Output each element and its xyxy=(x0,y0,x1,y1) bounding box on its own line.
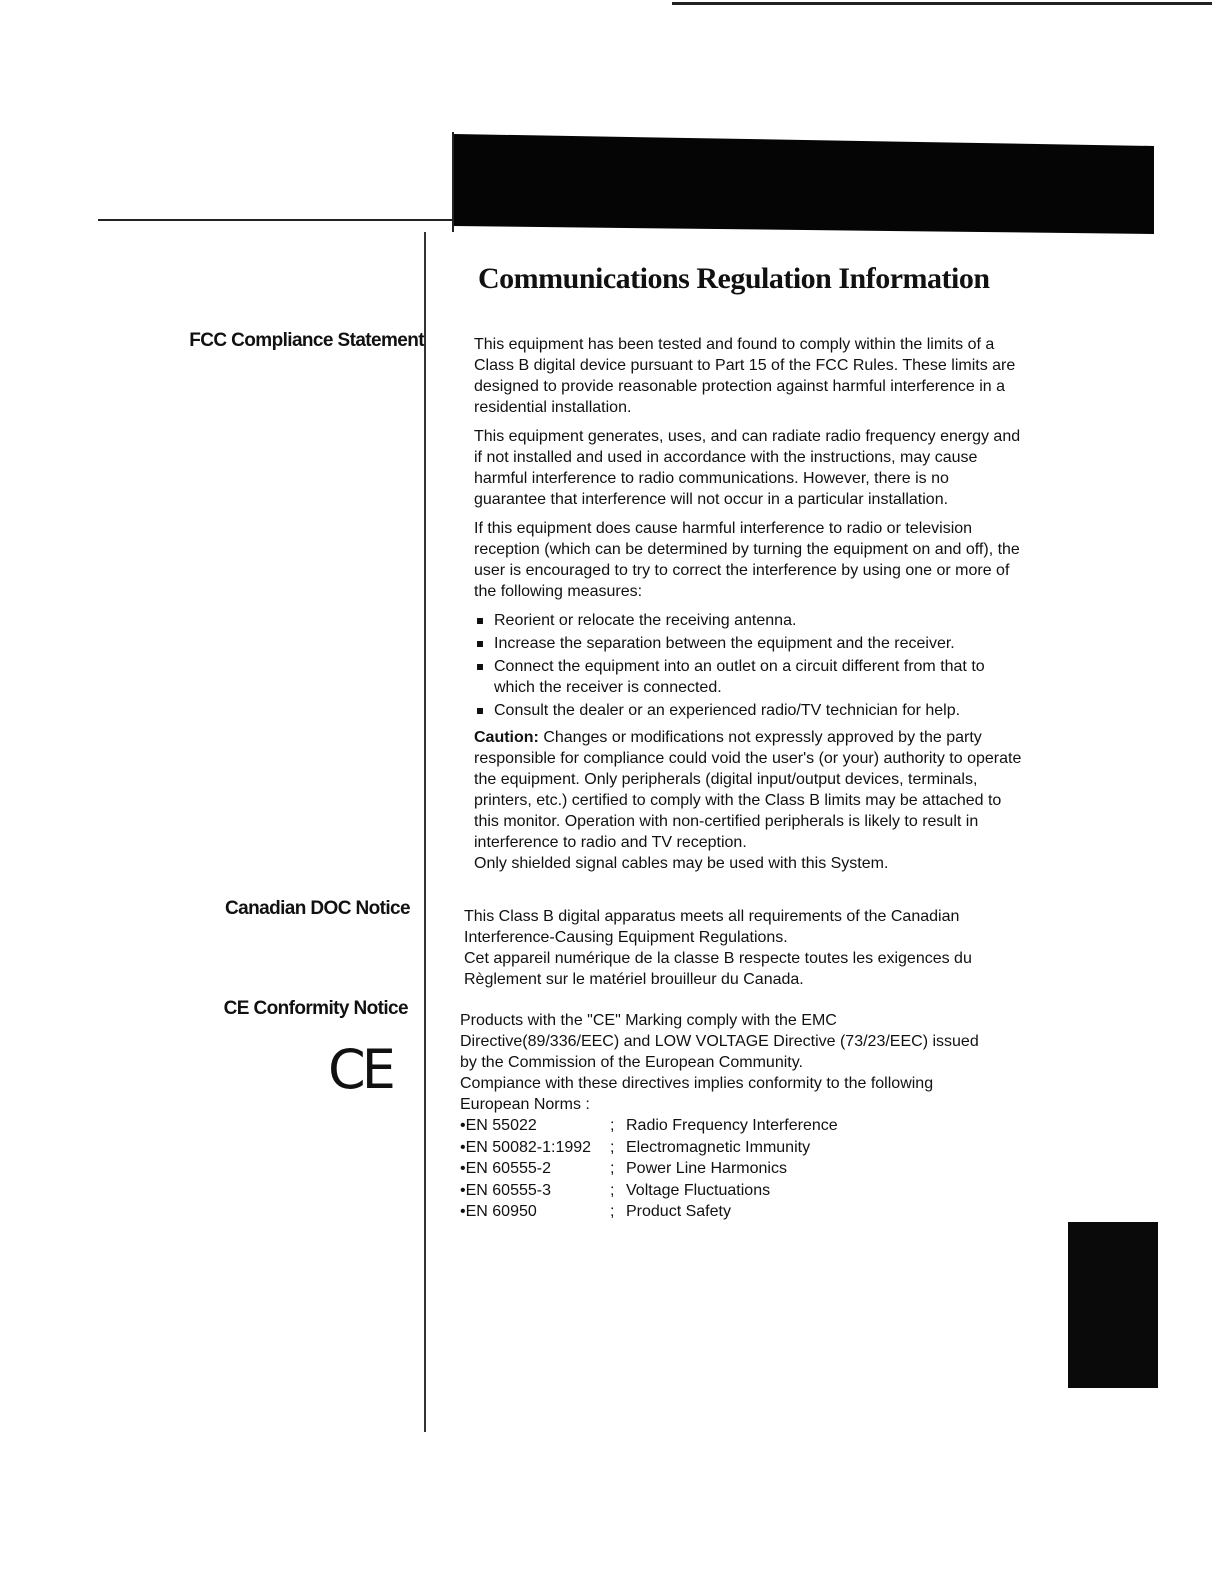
list-item xyxy=(460,1201,1000,1223)
norm-code: • EN 60950 xyxy=(460,1201,610,1223)
list-item: Reorient or relocate the receiving antenna. xyxy=(474,610,1022,631)
column-divider-rule xyxy=(424,232,426,1432)
norm-code: • EN 60555-3 xyxy=(460,1180,610,1202)
doc-heading: Canadian DOC Notice xyxy=(225,898,410,919)
fcc-section xyxy=(474,334,1022,882)
doc-section xyxy=(464,906,994,998)
list-item: Consult the dealer or an experienced radio/TV technician for help. xyxy=(474,700,1022,721)
fcc-paragraph: This equipment has been tested and found to comply within the limits of a Class B digital device pursuant to Part 15 of the FCC Rules. These limits are designed to provide reasonable protection against harmful interference in a residential installation. xyxy=(474,336,1016,416)
norm-description: Electromagnetic Immunity xyxy=(626,1138,811,1156)
norm-description: Voltage Fluctuations xyxy=(626,1181,771,1199)
doc-french: Cet appareil numérique de la classe B respecte toutes les exigences du Règlement sur le matériel brouilleur du Canada. xyxy=(464,950,972,988)
list-item xyxy=(460,1180,1000,1202)
norm-separator: ; xyxy=(610,1181,615,1199)
norm-separator: ; xyxy=(610,1138,615,1156)
norm-description: Radio Frequency Interference xyxy=(626,1117,838,1134)
shielded-note: Only shielded signal cables may be used with this System. xyxy=(474,855,889,872)
section-thumb-tab xyxy=(1068,1222,1158,1388)
norm-code: • EN 60555-2 xyxy=(460,1158,610,1180)
header-black-bar xyxy=(454,134,1154,234)
ce-mark-logo: CE xyxy=(328,1038,392,1101)
norm-description: Power Line Harmonics xyxy=(626,1160,787,1177)
fcc-paragraph: This equipment generates, uses, and can radiate radio frequency energy and if not installed and used in accordance with the instructions, may cause harmful interference to radio communications. However, there is no guarantee that interference will not occur in a particular installation. xyxy=(474,428,1021,508)
header-vertical-rule xyxy=(452,132,454,232)
ce-heading: CE Conformity Notice xyxy=(223,998,408,1019)
caution-text: Changes or modifications not expressly approved by the party responsible for compliance could void the user's (or your) authority to operate the equipment. Only peripherals (digital input/output devices, terminals, printers, etc.) certified to comply with the Class B limits may be attached to this monitor. Operation with non-certified peripherals is likely to result in interference to radio and TV reception. xyxy=(474,729,1022,851)
caution-label: Caution: xyxy=(474,729,539,746)
list-item: Increase the separation between the equipment and the receiver. xyxy=(474,633,1022,654)
norm-separator: ; xyxy=(610,1203,615,1220)
margin-horizontal-rule xyxy=(98,219,454,221)
list-item xyxy=(460,1137,1000,1159)
ce-section xyxy=(460,1010,1000,1223)
norm-separator: ; xyxy=(610,1117,615,1134)
norms-list xyxy=(460,1115,1000,1223)
fcc-paragraph: If this equipment does cause harmful interference to radio or television reception (which can be determined by turning the equipment on and off), the user is encouraged to try to correct the interference by using one or more of the following measures: xyxy=(474,520,1020,600)
list-item xyxy=(460,1158,1000,1180)
norm-code: • EN 55022 xyxy=(460,1115,610,1137)
measures-list xyxy=(474,610,1022,721)
caution-paragraph xyxy=(474,727,1022,853)
ce-intro: Products with the "CE" Marking comply with the EMC Directive(89/336/EEC) and LOW VOLTAGE Directive (73/23/EEC) issued by the Commission of the European Community. xyxy=(460,1012,979,1071)
norm-separator: ; xyxy=(610,1160,615,1177)
doc-english: This Class B digital apparatus meets all requirements of the Canadian Interference-Causing Equipment Regulations. xyxy=(464,908,960,946)
list-item: Connect the equipment into an outlet on a circuit different from that to which the receiver is connected. xyxy=(474,656,1022,698)
fcc-heading: FCC Compliance Statement xyxy=(189,330,424,351)
top-edge-rule xyxy=(672,2,1212,5)
norm-code: • EN 50082-1:1992 xyxy=(460,1137,610,1159)
list-item xyxy=(460,1115,1000,1137)
norm-description: Product Safety xyxy=(626,1203,731,1220)
ce-compliance: Compiance with these directives implies conformity to the following European Norms : xyxy=(460,1075,934,1113)
page-title: Communications Regulation Information xyxy=(478,262,990,295)
